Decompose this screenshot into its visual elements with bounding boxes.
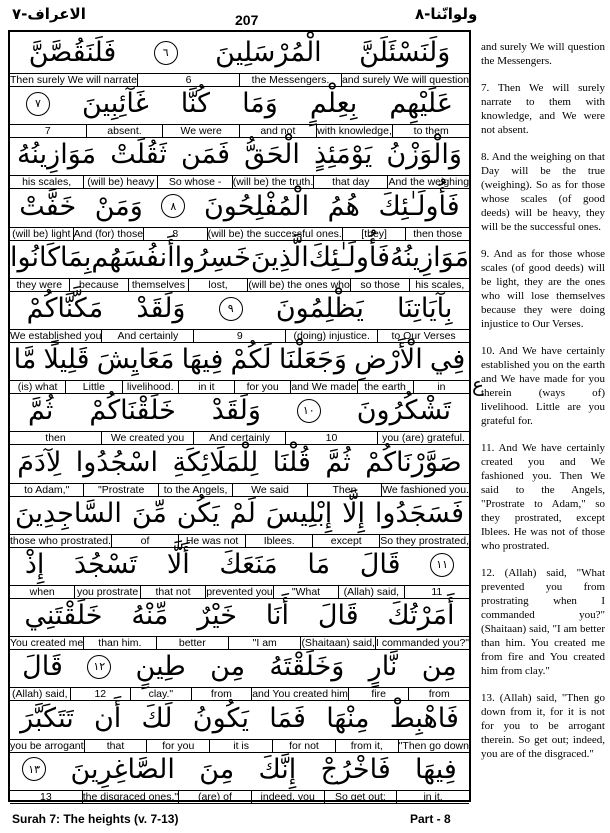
gloss-cell: and You created him <box>252 688 348 701</box>
gloss-cell: that not <box>140 586 205 598</box>
gloss-cell: than him. <box>83 637 155 649</box>
arabic-word: يَكُونُ <box>192 702 249 734</box>
gloss-cell: "Then go down <box>398 739 469 752</box>
gloss-cell: for you <box>234 381 290 393</box>
arabic-word: فَأُولَـٰئِكَ <box>378 190 460 222</box>
gloss-cell: livelihood. <box>122 381 178 393</box>
arabic-word: أَمَرْتُكَ <box>387 600 455 632</box>
translation-paragraph: 13. (Allah) said, "Then go down from it, for it is not for you to be arrogant therein. So get out; indeed, you are of the disgraced." <box>481 692 605 760</box>
ayah-number-marker: ٦ <box>154 41 178 65</box>
gloss-cell: So they prostrated, <box>380 534 470 547</box>
arabic-word: نَّارٍ <box>368 651 398 683</box>
translation-paragraph: 11. And We have certainly created you and We fashioned you. Then We said to the Angels, "Prostrate to Adam," so they prostrated, except Iblees. He was not of those who prostrated. <box>481 442 605 552</box>
arabic-word: طِينٍ <box>135 651 186 683</box>
ayah-number-marker: ٩ <box>219 297 243 321</box>
gloss-cell: I commanded you?" <box>375 637 470 650</box>
arabic-word: وَلَقَدْ <box>211 395 261 427</box>
page-footer <box>0 808 610 828</box>
gloss-cell: it is <box>209 740 272 752</box>
gloss-cell: We created you <box>101 432 193 444</box>
gloss-cell: prevented you <box>206 586 273 598</box>
arabic-word: هُمُ <box>327 190 360 222</box>
arabic-line <box>10 237 469 278</box>
arabic-line <box>10 32 469 73</box>
arabic-word: يَظْلِمُونَ <box>275 293 364 324</box>
arabic-word: بِمَا <box>60 241 92 273</box>
gloss-cell: and surely We will question <box>341 74 470 86</box>
arabic-word: كَانُوا <box>10 241 61 273</box>
arabic-line <box>10 493 469 534</box>
arabic-line <box>10 698 469 739</box>
gloss-cell: and not <box>239 125 316 137</box>
gloss-cell: themselves <box>128 279 188 291</box>
arabic-word: مِنْهَا <box>326 702 370 734</box>
arabic-word: بِعِلْمٍ <box>309 88 358 120</box>
ayah-number-marker: ١٢ <box>87 655 111 679</box>
ruku-mark: ع <box>472 372 484 396</box>
juz-header-arabic: ولوانّنا-٨ <box>415 5 478 23</box>
arabic-word: مَّا <box>13 344 37 376</box>
gloss-cell: "Prostrate <box>83 484 157 496</box>
page-number: 207 <box>235 12 259 28</box>
arabic-word: الْحَقُّ <box>244 139 300 171</box>
arabic-word: ثُمَّ <box>325 446 351 478</box>
ayah-number-marker: ٨ <box>161 194 185 218</box>
gloss-cell: (Allah) said, <box>12 688 68 701</box>
gloss-cell: Then <box>307 484 381 496</box>
arabic-word: عَلَيْهِم <box>389 88 453 120</box>
arabic-word: مِن <box>210 651 246 683</box>
arabic-word: خَسِرُوا <box>174 241 251 273</box>
arabic-word: إِذْ <box>24 549 45 580</box>
gloss-cell: from <box>408 688 469 700</box>
gloss-cell: 6 <box>137 74 239 86</box>
arabic-word: إِبْلِيسَ <box>265 497 333 529</box>
gloss-cell: to Our Verses <box>377 330 469 342</box>
gloss-cell: to the Angels, <box>158 484 232 496</box>
arabic-word: مِن <box>421 651 457 683</box>
gloss-cell: from <box>191 688 252 700</box>
gloss-cell: absent. <box>86 125 163 137</box>
gloss-cell: [they] <box>342 228 406 240</box>
gloss-cell: He was not <box>178 535 245 547</box>
gloss-cell: Then surely We will narrate <box>10 74 138 86</box>
arabic-word: فَأُولَـٰئِكَ <box>308 241 390 273</box>
arabic-word: مَعَايِشَ <box>96 344 175 376</box>
gloss-cell: 11 <box>404 586 469 598</box>
arabic-word: مَا <box>307 549 331 580</box>
gloss-cell: better <box>156 637 228 649</box>
english-gloss-line <box>10 790 469 804</box>
arabic-word: أَن <box>93 702 122 734</box>
gloss-cell: (will be) the truth. <box>232 176 314 189</box>
gloss-cell: We established you <box>10 330 102 342</box>
gloss-cell: in it <box>178 381 234 393</box>
arabic-word: تَشْكُرُونَ <box>356 395 451 427</box>
surah-header-arabic: الاعراف-٧ <box>12 5 86 23</box>
gloss-cell: And certainly <box>193 432 285 444</box>
ayah-number-marker: ١٣ <box>22 757 46 781</box>
gloss-cell: lost, <box>188 279 248 291</box>
gloss-cell: And the weighing <box>388 176 470 189</box>
gloss-cell: of <box>111 535 178 547</box>
arabic-word: مَكَّنَّاكُمْ <box>26 293 104 324</box>
gloss-cell: We said <box>232 484 306 496</box>
gloss-cell: 7 <box>44 125 51 138</box>
translation-paragraph: 9. And as for those whose scales (of good deeds) will be light, they are the ones who will lose themselves because they were doing injustice to Our Verses. <box>481 248 605 330</box>
arabic-word: أَلَّا <box>166 549 190 580</box>
gloss-cell: they were <box>16 278 63 291</box>
gloss-cell: then <box>45 432 66 445</box>
gloss-cell: 13 <box>40 790 52 803</box>
gloss-cell: We were <box>162 125 239 137</box>
arabic-line <box>10 134 469 175</box>
arabic-line <box>10 646 469 687</box>
arabic-line <box>10 339 469 380</box>
arabic-word: غَآئِبِينَ <box>82 88 149 120</box>
gloss-cell: because <box>69 279 129 291</box>
gloss-cell: Little <box>65 381 121 393</box>
gloss-cell: fire <box>348 688 409 700</box>
ayah-number-marker: ١١ <box>430 553 454 577</box>
gloss-cell: for not <box>272 740 335 752</box>
arabic-word: إِنَّكَ <box>258 753 297 785</box>
gloss-cell: (will be) the ones who <box>248 278 350 291</box>
arabic-word: قَالَ <box>22 651 63 683</box>
arabic-word: وَلَنَسْئَلَنَّ <box>359 37 451 68</box>
gloss-cell: and We made <box>291 381 357 394</box>
arabic-word: خَلَقْتَنِي <box>24 600 103 632</box>
arabic-word: مِّنَ <box>131 497 167 529</box>
gloss-cell: you (are) grateful. <box>377 432 469 444</box>
arabic-word: مَنَعَكَ <box>219 549 278 580</box>
translation-paragraph: 7. Then We will surely narrate to them with knowledge, and We were not absent. <box>481 82 605 136</box>
arabic-word: يَوْمَئِذٍ <box>313 139 373 171</box>
arabic-word: فَسَجَدُوا <box>374 497 465 529</box>
arabic-word: فِيهَا <box>415 753 457 785</box>
arabic-word: ثَقُلَتْ <box>110 139 167 171</box>
gloss-cell: (doing) injustice. <box>285 330 377 342</box>
gloss-cell: when <box>29 586 55 598</box>
arabic-word: خَلَقْنَاكُمْ <box>89 395 176 427</box>
arabic-word: الصَّاغِرِينَ <box>70 753 175 785</box>
arabic-word: فَمَن <box>180 139 231 171</box>
arabic-line <box>10 390 469 431</box>
arabic-word: ثُمَّ <box>27 395 54 427</box>
gloss-cell: And (for) those <box>73 227 144 240</box>
arabic-word: فَاهْبِطْ <box>389 702 459 734</box>
translation-sidebar <box>473 40 605 774</box>
gloss-cell: (will be) heavy <box>83 176 157 188</box>
arabic-word: وَلَقَدْ <box>136 293 186 324</box>
arabic-line <box>10 83 469 124</box>
arabic-word: وَالْوَزْنُ <box>386 139 462 171</box>
arabic-word: وَخَلَقْتَهُ <box>269 651 345 683</box>
arabic-word: مَوَازِينُهُ <box>390 241 470 273</box>
page-header <box>0 0 610 30</box>
gloss-cell: in it. <box>396 791 469 803</box>
arabic-word: وَمَا <box>242 88 278 120</box>
gloss-cell: "What <box>273 586 338 598</box>
gloss-cell: You created me <box>10 637 84 650</box>
arabic-word: أَنفُسَهُم <box>91 241 175 273</box>
arabic-line <box>10 595 469 636</box>
arabic-word: صَوَّرْنَاكُمْ <box>365 446 462 478</box>
gloss-cell: that <box>84 740 147 752</box>
surah-footer: Surah 7: The heights (v. 7-13) <box>12 812 179 826</box>
arabic-word: لَكُمْ <box>230 344 272 376</box>
gloss-cell: for you <box>146 740 209 752</box>
gloss-cell: you be arrogant <box>10 739 84 752</box>
arabic-word: فِيهَا <box>181 344 224 376</box>
arabic-line <box>10 288 469 329</box>
gloss-cell: from it, <box>335 740 398 752</box>
arabic-word: الْمُرْسَلِينَ <box>215 37 322 68</box>
arabic-line <box>10 442 469 483</box>
arabic-word: إِلَّا <box>342 497 366 529</box>
arabic-word: فِي <box>429 344 466 376</box>
arabic-word: قَالَ <box>359 549 401 580</box>
arabic-word: لِلْمَلَائِكَةِ <box>172 446 259 478</box>
gloss-cell: then those <box>405 228 469 240</box>
arabic-word: لَمْ <box>229 497 256 529</box>
arabic-word: خَيْرٌ <box>197 600 237 632</box>
arabic-word: خَفَّتْ <box>19 190 77 222</box>
gloss-cell: (Shaitaan) said, <box>301 637 375 650</box>
gloss-cell: his scales, <box>22 176 72 189</box>
arabic-word: قَلِيلًا <box>43 344 90 376</box>
arabic-word: قُلْنَا <box>272 446 311 478</box>
arabic-word: مِّنْهُ <box>131 600 169 632</box>
gloss-cell: (will be) the successful ones. <box>207 227 342 240</box>
gloss-cell: that day <box>313 176 387 188</box>
gloss-cell: So whose - <box>157 176 231 188</box>
arabic-word: فَلَنَقُصَّنَّ <box>28 37 117 68</box>
arabic-line <box>10 544 469 585</box>
arabic-word: الَّذِينَ <box>250 241 309 273</box>
arabic-word: مَوَازِينُهُ <box>17 139 97 171</box>
arabic-word: لِآدَمَ <box>17 446 62 478</box>
arabic-word: مِنَ <box>199 753 235 785</box>
gloss-cell: the earth <box>357 381 413 393</box>
translation-paragraph: 8. And the weighing on that Day will be the true (weighing). So as for those whose scales (of good deeds) will be heavy, they will be the successful ones. <box>481 151 605 233</box>
ayah-number-marker: ١٠ <box>297 399 321 423</box>
gloss-cell: 10 <box>285 432 377 444</box>
gloss-cell: So get out; <box>324 791 397 803</box>
gloss-cell: And certainly <box>101 330 193 342</box>
gloss-cell: We fashioned you. <box>382 483 469 496</box>
arabic-word: قَالَ <box>317 600 359 632</box>
ayah-number-marker: ٧ <box>26 92 50 116</box>
arabic-word: كُنَّا <box>180 88 211 120</box>
translation-paragraph: 10. And We have certainly established you on the earth and We have made for you therein (ways of) livelihood. Little are you grateful for. <box>481 345 605 427</box>
arabic-word: الْأَرْضِ <box>354 344 423 376</box>
word-by-word-grid <box>8 30 471 802</box>
arabic-word: فَمَا <box>269 702 306 734</box>
part-footer: Part - 8 <box>410 812 451 826</box>
gloss-cell: the Messengers. <box>239 74 341 86</box>
arabic-word: السَّاجِدِينَ <box>14 497 122 529</box>
arabic-line <box>10 749 469 790</box>
arabic-word: اسْجُدُوا <box>75 446 159 478</box>
gloss-cell: those who prostrated. <box>10 534 111 547</box>
gloss-cell: to them <box>392 125 469 137</box>
gloss-cell: his scales, <box>409 279 469 291</box>
gloss-cell: to Adam," <box>24 483 70 496</box>
arabic-word: تَتَكَبَّرَ <box>20 702 74 734</box>
gloss-cell: 12 <box>70 688 131 700</box>
gloss-cell: "I am <box>228 637 300 649</box>
gloss-cell: the disgraced ones." <box>82 790 179 803</box>
arabic-word: لَكَ <box>141 702 173 734</box>
gloss-cell: clay." <box>130 688 191 700</box>
gloss-cell: in <box>413 381 469 393</box>
arabic-word: وَجَعَلْنَا <box>278 344 347 376</box>
arabic-word: أَنَا <box>265 600 290 632</box>
translation-paragraph: and surely We will question the Messengers. <box>481 41 605 67</box>
gloss-cell: you prostrate <box>74 586 139 598</box>
arabic-word: وَمَنْ <box>94 190 143 222</box>
arabic-word: الْمُفْلِحُونَ <box>203 190 310 222</box>
gloss-cell: so those <box>350 279 410 291</box>
gloss-cell: with knowledge, <box>317 125 392 138</box>
gloss-cell: (will be) light <box>12 227 71 240</box>
arabic-line <box>10 186 469 227</box>
gloss-cell: (is) what <box>17 381 58 394</box>
gloss-cell: (are) of <box>178 791 251 803</box>
gloss-cell: Iblees. <box>245 535 312 547</box>
gloss-cell: 9 <box>193 330 285 342</box>
arabic-word: يَكُن <box>176 497 220 529</box>
gloss-cell: except <box>312 535 379 547</box>
gloss-cell: indeed, you <box>251 791 324 803</box>
gloss-cell: 8 <box>143 228 207 240</box>
arabic-word: تَسْجُدَ <box>73 549 138 580</box>
translation-paragraph: 12. (Allah) said, "What prevented you from prostrating when I commanded you?" (Shaitaan) said, "I am better than him. You created me from fire and You created him from clay." <box>481 567 605 677</box>
gloss-cell: (Allah) said, <box>338 586 403 598</box>
arabic-word: بِآيَاتِنَا <box>397 293 453 324</box>
arabic-word: فَاخْرُجْ <box>320 753 391 785</box>
